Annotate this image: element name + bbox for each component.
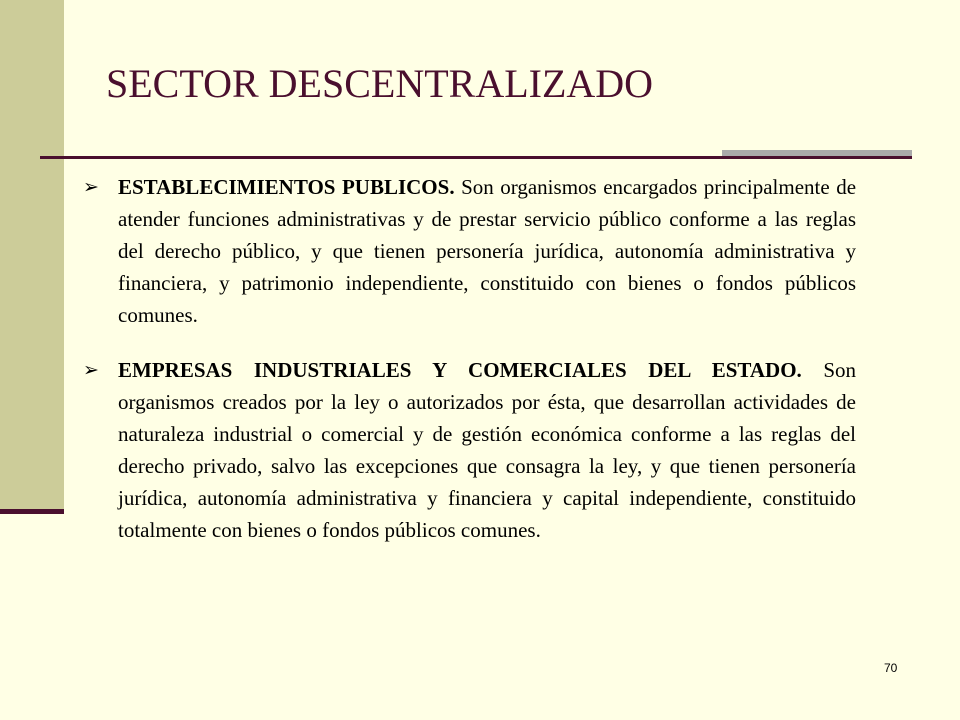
- bullet-item-empresas: [80, 354, 856, 546]
- arrow-bullet-icon: ➢: [83, 359, 99, 381]
- title-divider: [40, 156, 912, 159]
- arrow-bullet-icon: ➢: [83, 176, 99, 198]
- decorative-sidebar: [0, 0, 64, 514]
- bullet-heading: ESTABLECIMIENTOS PUBLICOS.: [118, 175, 455, 199]
- page-number: 70: [884, 661, 898, 675]
- bullet-list: [80, 171, 856, 569]
- bullet-heading: EMPRESAS INDUSTRIALES Y COMERCIALES DEL ESTADO.: [118, 358, 802, 382]
- bullet-text: Son organismos encargados principalmente de atender funciones administrativas y de prestar servicio público conforme a las reglas del derecho público, y que tienen personería jurídica, autonomía administrativa y financiera, y patrimonio independiente, constituido con bienes o fondos públicos comunes.: [118, 175, 857, 327]
- bullet-item-establecimientos: [80, 171, 856, 331]
- slide-title: SECTOR DESCENTRALIZADO: [106, 61, 654, 106]
- bullet-text: Son organismos creados por la ley o autorizados por ésta, que desarrollan actividades de naturaleza industrial o comercial y de gestión económica conforme a las reglas del derecho privado, salvo las excepciones que consagra la ley, y que tienen personería jurídica, autonomía administrativa y financiera y capital independiente, constituido totalmente con bienes o fondos públicos comunes.: [118, 358, 856, 542]
- sidebar-bottom-rule: [0, 509, 64, 514]
